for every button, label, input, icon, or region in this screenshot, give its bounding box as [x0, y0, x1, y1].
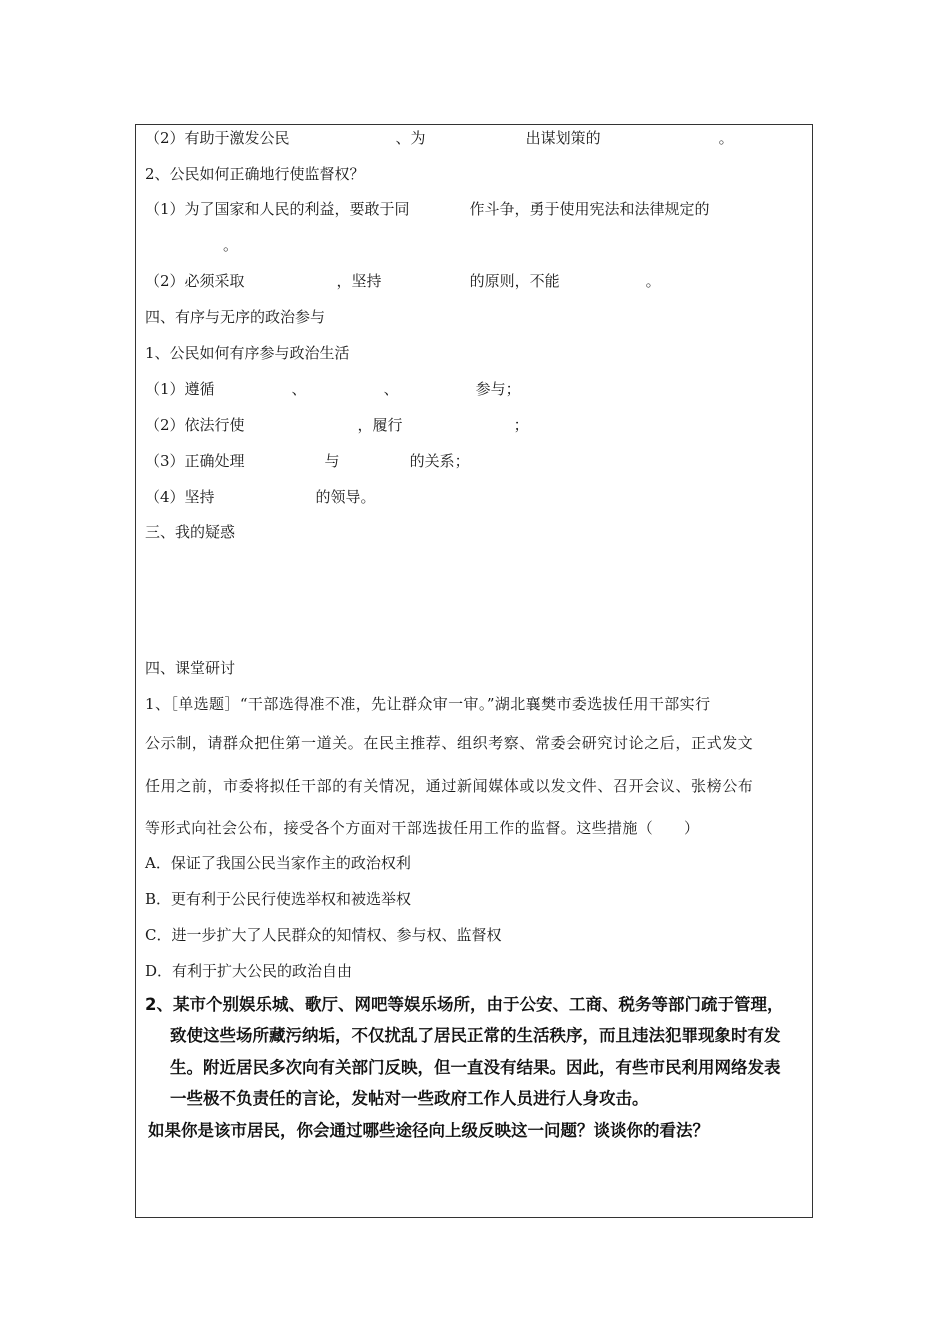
text-line: [145, 451, 470, 471]
text-segment: 。: [645, 272, 661, 290]
text-line: [145, 379, 521, 399]
text-line: [145, 415, 529, 435]
text-segment: （1）遵循: [145, 380, 215, 398]
text-line: [145, 487, 376, 507]
text-segment: （2）有助于激发公民: [145, 129, 290, 147]
section-heading: 四、有序与无序的政治参与: [145, 308, 326, 326]
text-segment: ；: [513, 416, 529, 434]
text-segment: 与: [324, 452, 340, 470]
text-segment: ，履行: [357, 416, 403, 434]
question-line: 公示制，请群众把住第一道关。在民主推荐、组织考察、常委会研究讨论之后，正式发文: [145, 734, 754, 752]
text-segment: ，坚持: [336, 272, 382, 290]
text-segment: 。: [718, 129, 734, 147]
question-line: 任用之前，市委将拟任干部的有关情况，通过新闻媒体或以发文件、召开会议、张榜公布: [145, 777, 754, 795]
text-segment: 的原则，不能: [469, 272, 560, 290]
question-line: 一些极不负责任的言论，发帖对一些政府工作人员进行人身攻击。: [170, 1089, 649, 1108]
text-line: [145, 199, 710, 219]
question-line: 生。附近居民多次向有关部门反映，但一直没有结果。因此，有些市民利用网络发表: [170, 1058, 781, 1077]
question-line: 等形式向社会公布，接受各个方面对干部选拔任用工作的监督。这些措施（ ）: [145, 819, 700, 837]
text-segment: 出谋划策的: [525, 129, 601, 147]
text-segment: 、: [383, 380, 399, 398]
text-segment: 、: [291, 380, 307, 398]
section-heading: 三、我的疑惑: [145, 523, 236, 541]
text-segment: 作斗争，勇于使用宪法和法律规定的: [469, 200, 710, 218]
question-title: 1、公民如何有序参与政治生活: [145, 344, 350, 362]
answer-option-c: C．进一步扩大了人民群众的知情权、参与权、监督权: [145, 926, 502, 944]
text-segment: （3）正确处理: [145, 452, 245, 470]
question-prompt: 如果你是该市居民，你会通过哪些途径向上级反映这一问题？谈谈你的看法？: [148, 1121, 709, 1140]
text-segment: （2）依法行使: [145, 416, 245, 434]
section-heading: 四、课堂研讨: [145, 659, 236, 677]
question-line: 致使这些场所藏污纳垢，不仅扰乱了居民正常的生活秩序，而且违法犯罪现象时有发: [170, 1026, 781, 1045]
text-line: [145, 128, 734, 148]
question-line: 2、某市个别娱乐城、歌厅、网吧等娱乐场所，由于公安、工商、税务等部门疏于管理，: [145, 995, 784, 1014]
text-line: 。: [223, 236, 239, 254]
text-segment: 、为: [395, 129, 426, 147]
question-line: 1、［单选题］“干部选得准不准，先让群众审一审。”湖北襄樊市委选拔任用干部实行: [145, 695, 711, 713]
text-segment: 参与；: [475, 380, 521, 398]
answer-option-a: A．保证了我国公民当家作主的政治权利: [145, 854, 411, 872]
answer-option-d: D．有利于扩大公民的政治自由: [145, 962, 353, 980]
answer-option-b: B．更有利于公民行使选举权和被选举权: [145, 890, 412, 908]
text-line: [145, 271, 661, 291]
text-segment: （4）坚持: [145, 488, 215, 506]
text-segment: 的领导。: [315, 488, 376, 506]
text-segment: （1）为了国家和人民的利益，要敢于同: [145, 200, 410, 218]
question-title: 2、公民如何正确地行使监督权？: [145, 165, 365, 183]
text-segment: 的关系；: [409, 452, 470, 470]
text-segment: （2）必须采取: [145, 272, 245, 290]
